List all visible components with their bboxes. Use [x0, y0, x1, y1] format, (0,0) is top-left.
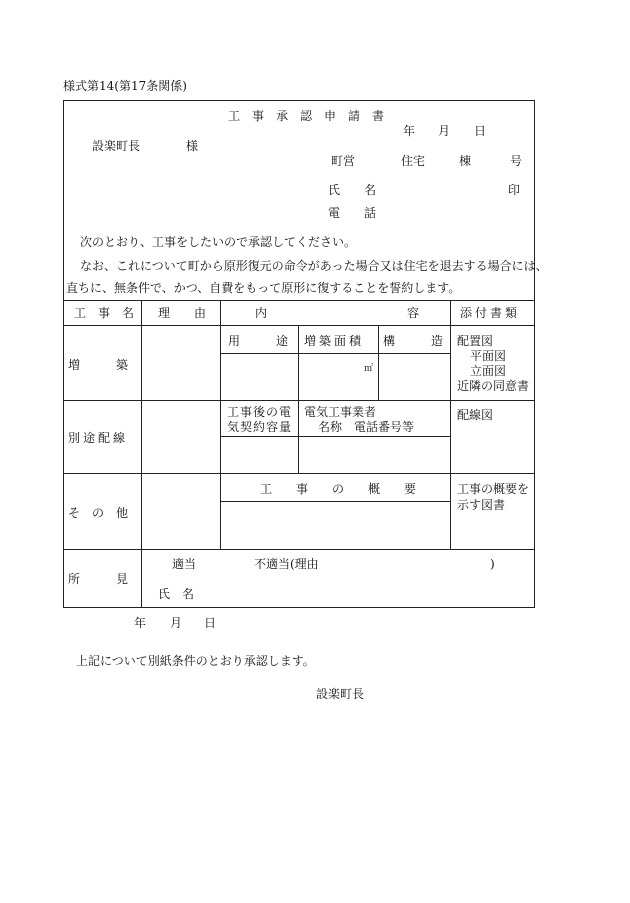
zouchiku-bottom-line	[63, 400, 535, 401]
col-line-3	[450, 300, 451, 549]
sonota-doc-1: 工事の概要を	[457, 482, 530, 496]
col-line-shoken	[141, 549, 142, 608]
addressee-name: 設楽町長	[92, 139, 141, 153]
signatory: 設楽町長	[316, 687, 365, 701]
zouchiku-youto: 用 途	[228, 334, 289, 348]
applicant-cho-ei: 町営	[331, 154, 356, 168]
sonota-sub-line	[220, 501, 450, 502]
zouchiku-doc-2: 平面図	[470, 349, 507, 363]
date-year: 年	[403, 124, 416, 138]
shoken-label: 所 見	[68, 572, 129, 586]
betto-label: 別途配線	[68, 431, 129, 445]
zouchiku-doc-3: 立面図	[470, 364, 507, 378]
zouchiku-unit: ㎡	[364, 364, 374, 374]
applicant-seal: 印	[508, 183, 521, 197]
col-line-youto	[298, 325, 299, 400]
betto-bottom-line	[63, 473, 535, 474]
betto-contractor-2: 名称 電話番号等	[318, 420, 415, 434]
header-nai: 内	[255, 306, 268, 320]
date-month: 月	[438, 124, 451, 138]
header-riyu: 理 由	[158, 306, 207, 320]
form-title: 工 事 承 認 申 請 書	[228, 109, 385, 123]
sonota-gaiyo: 工 事 の 概 要	[260, 482, 417, 496]
betto-contractor-1: 電気工事業者	[304, 405, 377, 419]
sonota-label: そ の 他	[68, 506, 129, 520]
form-number: 様式第14(第17条関係)	[63, 79, 187, 93]
applicant-phone-label: 電 話	[328, 206, 377, 220]
shoken-shimei: 氏 名	[158, 587, 195, 601]
table-top-line	[63, 300, 535, 301]
shoken-tekitou: 適当	[172, 557, 197, 571]
shoken-close-paren: )	[490, 557, 495, 571]
body-line-2: なお、これについて町から原形復元の命令があった場合又は住宅を退去する場合には、	[80, 259, 548, 273]
header-tenpu: 添付書類	[460, 306, 521, 320]
betto-sub-line	[220, 436, 450, 437]
header-bottom-line	[63, 325, 535, 326]
zouchiku-label: 増 築	[68, 358, 129, 372]
addressee-honorific: 様	[186, 139, 199, 153]
sonota-bottom-line	[63, 549, 535, 550]
zouchiku-sub-line	[220, 353, 450, 354]
betto-capacity-1: 工事後の電	[227, 405, 293, 419]
applicant-name-label: 氏 名	[328, 183, 377, 197]
col-line-1	[141, 300, 142, 549]
applicant-jutaku: 住宅	[401, 154, 426, 168]
header-koji-mei: 工 事 名	[74, 306, 135, 320]
footer-date-month: 月	[170, 616, 183, 630]
header-you: 容	[407, 306, 420, 320]
betto-doc-1: 配線図	[457, 408, 494, 422]
zouchiku-doc-1: 配置図	[457, 334, 494, 348]
zouchiku-menseki: 増築面積	[304, 334, 365, 348]
body-line-3: 直ちに、無条件で、かつ、自費をもって原形に復することを誓約します。	[66, 281, 461, 295]
footer-date-day: 日	[204, 616, 217, 630]
zouchiku-kouzou: 構 造	[383, 334, 444, 348]
col-line-betto	[298, 400, 299, 473]
approval-text: 上記について別紙条件のとおり承認します。	[76, 654, 315, 668]
col-line-kouzou	[378, 325, 379, 400]
applicant-go: 号	[510, 154, 523, 168]
application-form-frame	[63, 100, 535, 608]
betto-capacity-2: 気契約容量	[227, 420, 293, 434]
footer-date-year: 年	[134, 616, 147, 630]
zouchiku-doc-4: 近隣の同意書	[457, 379, 530, 393]
body-line-1: 次のとおり、工事をしたいので承認してください。	[80, 235, 357, 249]
sonota-doc-2: 示す図書	[457, 498, 506, 512]
col-line-2	[220, 300, 221, 549]
date-day: 日	[474, 124, 487, 138]
applicant-to: 棟	[459, 154, 472, 168]
shoken-futekitou: 不適当(理由	[254, 557, 319, 571]
